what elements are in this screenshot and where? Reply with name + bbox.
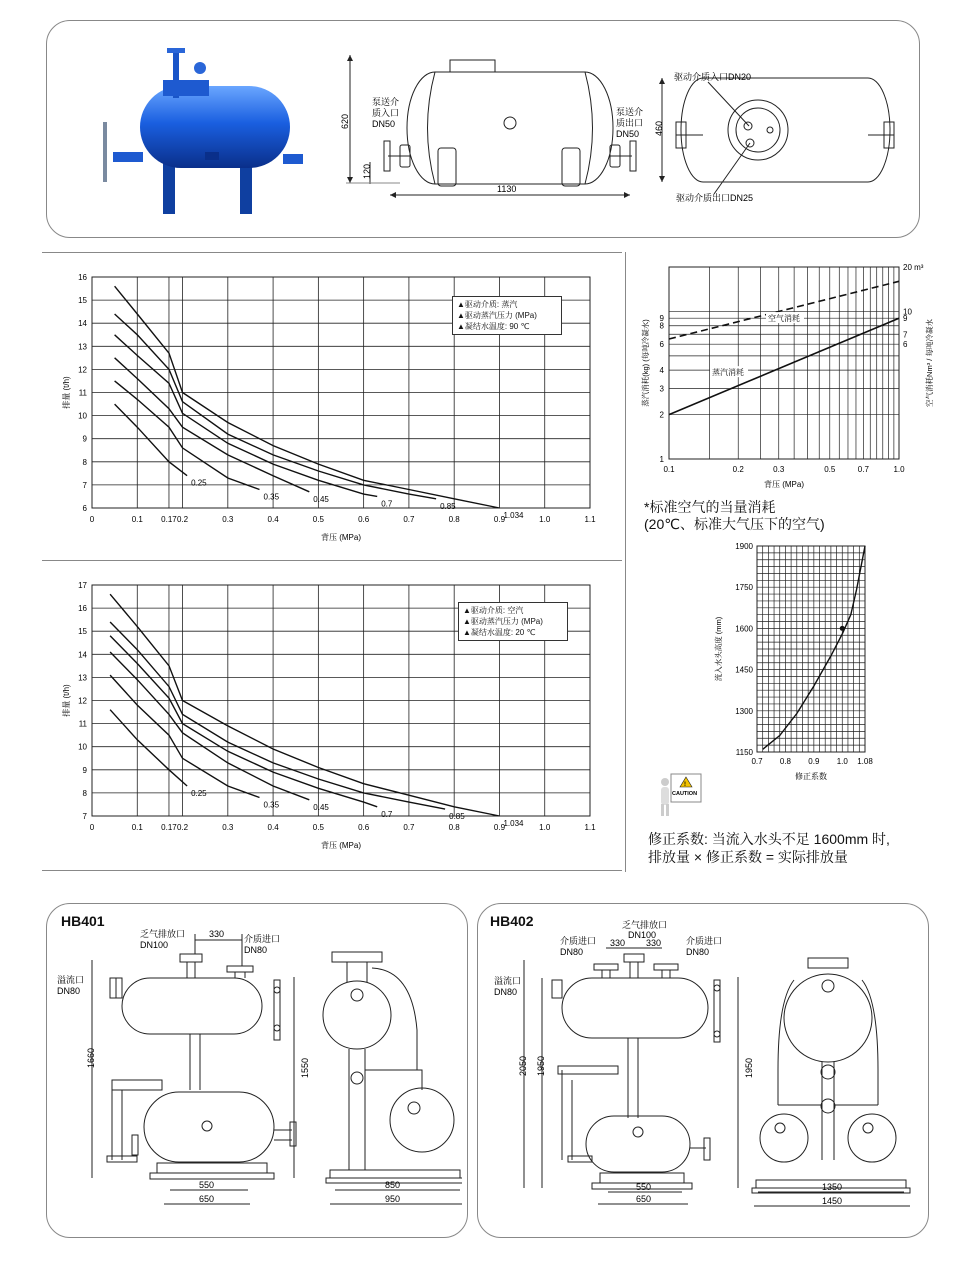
hb402-dim-330-left: 330 <box>610 938 626 948</box>
hb401-overflow-label-1: 溢流口 <box>57 975 85 985</box>
y-tick-label: 1450 <box>735 665 753 675</box>
hb402-dim-650: 650 <box>636 1194 652 1204</box>
y-tick-label: 13 <box>78 673 87 683</box>
series-line <box>110 652 309 800</box>
series-line <box>115 286 500 508</box>
y-tick-label: 11 <box>78 719 87 729</box>
y2-tick-label: 10 <box>903 307 912 317</box>
y2-tick-label: 20 m³ <box>903 263 924 272</box>
caution-text: CAUTION <box>672 791 698 797</box>
correction-factor-chart <box>705 538 905 808</box>
y2-axis-label: 空气消耗Nm³ / 每吨冷凝水 <box>925 319 934 407</box>
y-tick-label: 2 <box>659 410 664 420</box>
pump-in-label-3: DN50 <box>372 119 396 129</box>
x-tick-label: 0.7 <box>403 515 415 524</box>
y-tick-label: 14 <box>78 319 87 329</box>
pump-in-label-1: 泵送介 <box>372 97 400 107</box>
pump-out-label-2: 质出口 <box>616 118 644 128</box>
series-line <box>110 710 187 786</box>
x-axis-label: 修正系数 <box>795 772 827 781</box>
hb401-vent-label-2: DN100 <box>140 940 169 950</box>
y-tick-label: 8 <box>82 457 87 467</box>
hb402-inlet-right-label-2: DN80 <box>686 947 710 957</box>
dim-nozzle-label: 120 <box>362 163 372 179</box>
series-label: 1.034 <box>503 819 524 828</box>
y-tick-label: 6 <box>659 340 664 350</box>
hb402-vent-label-1: 乏气排放口 <box>622 920 668 930</box>
y-tick-label: 11 <box>78 388 87 398</box>
hb401-inlet-label-1: 介质进口 <box>244 934 281 944</box>
x-tick-label: 0.5 <box>312 515 324 524</box>
y-tick-label: 14 <box>78 650 87 660</box>
hb401-dim-330: 330 <box>209 929 225 939</box>
x-tick-label: 0.8 <box>448 515 460 524</box>
y-tick-label: 1 <box>659 455 664 464</box>
y-tick-label: 1300 <box>735 706 753 716</box>
x-tick-label: 0.4 <box>267 515 279 524</box>
x-tick-label: 0.9 <box>493 823 506 832</box>
chart2-legend-temp: ▲凝结水温度: 20 ℃ <box>463 628 536 637</box>
hb402-dim-330-right: 330 <box>646 938 662 948</box>
hb401-dim-650: 650 <box>199 1194 215 1204</box>
hb402-drawing <box>482 920 922 1220</box>
x-tick-label: 0.2 <box>732 465 744 474</box>
x-tick-label: 0.8 <box>448 823 460 832</box>
data-point <box>840 626 845 631</box>
hb402-dim-1450: 1450 <box>822 1196 843 1206</box>
y-axis-label: 排量 (t/h) <box>62 684 71 717</box>
x-tick-label: 0.3 <box>773 465 785 474</box>
series-label: 0.45 <box>313 494 329 504</box>
hb402-title: HB402 <box>490 913 534 929</box>
series-label: 0.35 <box>263 800 280 810</box>
x-tick-label: 0.17 <box>161 515 177 524</box>
y-tick-label: 1600 <box>735 624 753 634</box>
series-line <box>115 381 260 490</box>
hb401-overflow-label-2: DN80 <box>57 986 81 996</box>
drive-out-label: 驱动介质出口DN25 <box>676 193 754 203</box>
y2-tick-label: 6 <box>903 340 908 350</box>
hb402-overflow-label-2: DN80 <box>494 987 518 997</box>
caution-figure <box>655 768 703 818</box>
hb402-overflow-label-1: 溢流口 <box>494 976 522 986</box>
air-note-line2: (20℃、标准大气压下的空气) <box>644 516 825 532</box>
x-tick-label: 0.2 <box>176 515 189 524</box>
hb402-dim-1350: 1350 <box>822 1182 843 1192</box>
x-tick-label: 0.4 <box>267 823 279 832</box>
plot-frame <box>669 267 899 459</box>
hb401-inlet-label-2: DN80 <box>244 945 268 955</box>
y-tick-label: 15 <box>78 296 87 306</box>
series-line <box>115 404 188 476</box>
series-line <box>669 318 899 414</box>
side-view-drawing <box>340 45 660 215</box>
y-tick-label: 10 <box>78 411 87 421</box>
x-axis-label: 背压 (MPa) <box>321 841 361 850</box>
hb402-dim-1950-right: 1950 <box>744 1057 754 1078</box>
hb402-inlet-left-label-1: 介质进口 <box>560 936 597 946</box>
series-line <box>115 358 310 492</box>
hb401-dim-1660: 1660 <box>86 1047 96 1068</box>
chart-divider-middle <box>42 560 622 561</box>
x-tick-label: 0.7 <box>751 757 763 766</box>
x-tick-label: 0.1 <box>663 465 675 474</box>
y2-tick-label: 7 <box>903 330 908 340</box>
dim-diameter-label: 460 <box>654 120 664 136</box>
y-tick-label: 8 <box>659 321 664 331</box>
chart2-legend-pressure: ▲驱动蒸汽压力 (MPa) <box>463 617 543 626</box>
correction-note-line2: 排放量 × 修正系数 = 实际排放量 <box>648 849 848 865</box>
x-tick-label: 0.3 <box>222 515 234 524</box>
x-tick-label: 0.1 <box>131 515 143 524</box>
hb402-inlet-right-label-1: 介质进口 <box>686 936 723 946</box>
hb401-title: HB401 <box>61 913 105 929</box>
x-tick-label: 0 <box>89 823 95 832</box>
chart-divider-bottom <box>42 870 622 871</box>
y-tick-label: 9 <box>82 434 87 444</box>
x-tick-label: 0.6 <box>358 515 370 524</box>
x-tick-label: 0.1 <box>131 823 143 832</box>
hb402-dim-550: 550 <box>636 1182 652 1192</box>
y-tick-label: 15 <box>78 627 87 637</box>
series-label: 0.85 <box>440 501 456 511</box>
tank-3d-illustration <box>95 42 305 217</box>
hb401-vent-label-1: 乏气排放口 <box>140 929 186 939</box>
dim-height-label: 620 <box>340 113 350 129</box>
y-tick-label: 12 <box>78 696 87 706</box>
x-tick-label: 0.8 <box>779 757 791 766</box>
x-tick-label: 0.3 <box>222 823 234 832</box>
x-tick-label: 1.1 <box>584 515 596 524</box>
x-tick-label: 1.0 <box>893 465 905 474</box>
x-tick-label: 0.7 <box>403 823 415 832</box>
y-tick-label: 1150 <box>735 748 753 757</box>
y-tick-label: 8 <box>82 788 87 798</box>
series-label: 0.25 <box>191 478 207 488</box>
svg-text:!: ! <box>684 782 686 788</box>
y-tick-label: 10 <box>78 742 87 752</box>
x-tick-label: 0 <box>89 515 95 524</box>
x-tick-label: 0.2 <box>176 823 189 832</box>
x-tick-label: 0.5 <box>312 823 324 832</box>
y-tick-label: 9 <box>82 765 87 775</box>
series-label: 0.45 <box>313 802 329 812</box>
y-tick-label: 17 <box>78 581 87 590</box>
hb401-dim-1550: 1550 <box>300 1057 310 1078</box>
series-line <box>669 281 899 339</box>
y-tick-label: 9 <box>659 314 664 324</box>
x-tick-label: 0.6 <box>358 823 370 832</box>
chart-divider-top <box>42 252 622 253</box>
x-tick-label: 1.0 <box>539 823 551 832</box>
x-tick-label: 0.9 <box>493 515 506 524</box>
consumption-log-chart <box>632 255 957 495</box>
series-label: 蒸汽消耗 <box>712 368 744 378</box>
middle-vertical-divider <box>625 252 626 872</box>
series-line <box>110 622 445 809</box>
series-label: 0.85 <box>449 812 465 822</box>
hb402-dim-1950-left: 1950 <box>536 1055 546 1076</box>
correction-note-line1: 修正系数: 当流入水头不足 1600mm 时, <box>648 831 890 847</box>
y-tick-label: 7 <box>82 812 87 821</box>
y-tick-label: 6 <box>82 504 87 513</box>
y-tick-label: 3 <box>659 384 664 394</box>
y-tick-label: 16 <box>78 273 87 282</box>
x-axis-label: 背压 (MPa) <box>764 480 804 489</box>
pump-out-label-1: 泵送介 <box>616 107 644 117</box>
hb402-inlet-left-label-2: DN80 <box>560 947 584 957</box>
y-axis-label: 流入水头高度 (mm) <box>714 616 723 682</box>
air-note-line1: *标准空气的当量消耗 <box>644 499 776 515</box>
y-tick-label: 13 <box>78 342 87 352</box>
hb401-dim-550: 550 <box>199 1180 215 1190</box>
series-line <box>110 675 259 797</box>
dim-length-label: 1130 <box>497 184 517 194</box>
chart1-legend <box>452 296 562 335</box>
y-axis-label: 排量 (t/h) <box>62 376 71 409</box>
x-axis-label: 背压 (MPa) <box>321 533 361 542</box>
end-view-drawing <box>648 60 918 210</box>
hb401-dim-850: 850 <box>385 1180 401 1190</box>
pump-out-label-3: DN50 <box>616 129 640 139</box>
y-tick-label: 1750 <box>735 583 753 593</box>
x-tick-label: 1.0 <box>539 515 551 524</box>
series-label: 1.034 <box>503 511 524 520</box>
pump-in-label-2: 质入口 <box>372 108 400 118</box>
chart1-legend-medium: ▲驱动介质: 蒸汽 <box>457 300 518 309</box>
series-label: 空气消耗 <box>768 314 800 324</box>
y-tick-label: 16 <box>78 604 87 614</box>
series-label: 0.35 <box>263 492 280 502</box>
x-tick-label: 0.5 <box>824 465 836 474</box>
y-tick-label: 4 <box>659 366 664 376</box>
series-label: 0.7 <box>381 499 393 509</box>
x-tick-label: 1.08 <box>857 757 873 766</box>
chart1-legend-pressure: ▲驱动蒸汽压力 (MPa) <box>457 311 537 320</box>
chart2-legend-medium: ▲驱动介质: 空汽 <box>463 606 524 615</box>
series-label: 0.25 <box>191 788 207 798</box>
y-tick-label: 7 <box>82 480 87 490</box>
series-line <box>115 314 437 499</box>
hb402-dim-2050: 2050 <box>518 1055 528 1076</box>
series-label: 0.7 <box>381 809 393 819</box>
hb401-drawing <box>52 920 462 1220</box>
y2-tick-label: 9 <box>903 314 908 324</box>
y-tick-label: 12 <box>78 365 87 375</box>
hb402-vent-label-2: DN100 <box>628 930 657 940</box>
x-tick-label: 1.1 <box>584 823 596 832</box>
x-tick-label: 0.17 <box>161 823 177 832</box>
x-tick-label: 0.9 <box>808 757 820 766</box>
drive-in-label: 驱动介质入口DN20 <box>674 72 752 82</box>
series-line <box>110 636 377 807</box>
y-tick-label: 1900 <box>735 542 753 551</box>
x-tick-label: 0.7 <box>857 465 869 474</box>
y-axis-label: 蒸汽消耗(kg) (每吨冷凝水) <box>641 319 650 407</box>
chart1-legend-temp: ▲凝结水温度: 90 ℃ <box>457 322 530 331</box>
x-tick-label: 1.0 <box>836 757 848 766</box>
chart2-legend <box>458 602 568 641</box>
hb401-dim-950: 950 <box>385 1194 401 1204</box>
